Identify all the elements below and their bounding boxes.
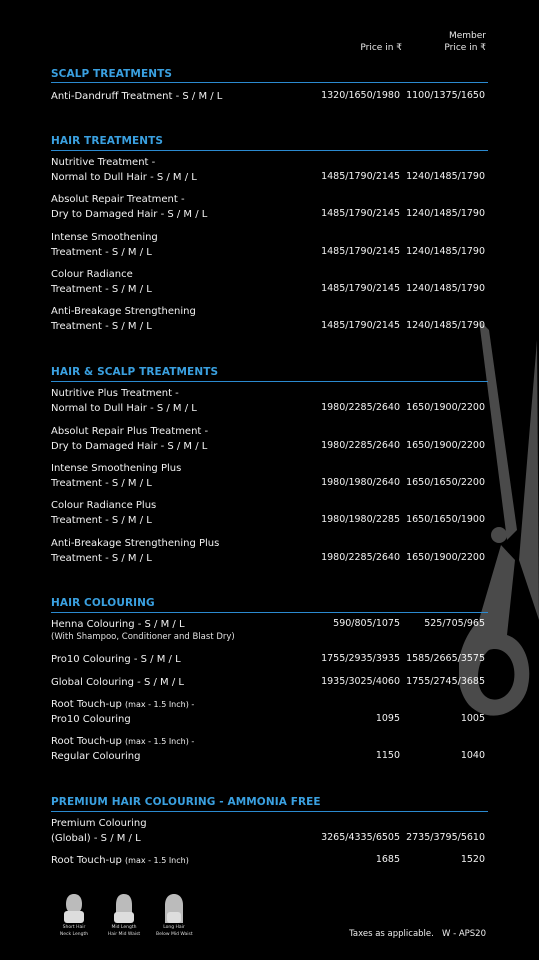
section-title-scalp-treatments: SCALP TREATMENTS xyxy=(51,68,173,80)
section-title-premium-hair-colouring: PREMIUM HAIR COLOURING - AMMONIA FREE xyxy=(51,796,321,808)
section-title-hair-colouring: HAIR COLOURING xyxy=(51,597,155,609)
price-row: Premium Colouring (Global) - S / M / L 3265/4335/6505 2735/3795/5610 xyxy=(51,818,485,844)
price-row: Root Touch-up (max - 1.5 Inch) - Pro10 Colouring 1095 1005 xyxy=(51,699,485,725)
member-price-column-header: Member Price in ₹ xyxy=(444,31,486,53)
legend-item-mid: Mid Length Hair Mid Waist xyxy=(106,893,142,937)
price-row: Colour Radiance Plus Treatment - S / M / L 1980/1980/2285 1650/1650/1900 xyxy=(51,500,485,526)
hair-length-legend xyxy=(56,893,192,937)
price-row: Nutritive Treatment - Normal to Dull Hair - S / M / L 1485/1790/2145 1240/1485/1790 xyxy=(51,157,485,183)
price-row: Absolut Repair Plus Treatment - Dry to Damaged Hair - S / M / L 1980/2285/2640 1650/1900/2200 xyxy=(51,426,485,452)
price-row: Henna Colouring - S / M / L (With Shampoo, Conditioner and Blast Dry) 590/805/1075 525/705/965 xyxy=(51,618,485,642)
price-row: Nutritive Plus Treatment - Normal to Dull Hair - S / M / L 1980/2285/2640 1650/1900/2200 xyxy=(51,388,485,414)
section-divider xyxy=(51,82,488,83)
section-title-hair-scalp-treatments: HAIR & SCALP TREATMENTS xyxy=(51,366,219,378)
price-row: Colour Radiance Treatment - S / M / L 1485/1790/2145 1240/1485/1790 xyxy=(51,269,485,295)
section-divider xyxy=(51,150,488,151)
section-title-hair-treatments: HAIR TREATMENTS xyxy=(51,135,164,147)
section-divider xyxy=(51,381,488,382)
price-row: Pro10 Colouring - S / M / L 1755/2935/3935 1585/2665/3575 xyxy=(51,653,485,665)
price-row: Intense Smoothening Plus Treatment - S / M / L 1980/1980/2640 1650/1650/2200 xyxy=(51,463,485,489)
price-row: Intense Smoothening Treatment - S / M / L 1485/1790/2145 1240/1485/1790 xyxy=(51,232,485,258)
legend-item-short: Short Hair Neck Length xyxy=(56,893,92,937)
section-divider xyxy=(51,612,488,613)
price-row: Absolut Repair Treatment - Dry to Damaged Hair - S / M / L 1485/1790/2145 1240/1485/1790 xyxy=(51,194,485,220)
mid-length-hair-icon xyxy=(113,893,135,923)
price-row: Root Touch-up (max - 1.5 Inch) 1685 1520 xyxy=(51,854,485,866)
footer-note: Taxes as applicable. W - APS20 xyxy=(349,929,486,939)
short-hair-icon xyxy=(63,893,85,923)
legend-item-long: Long Hair Below Mid Waist xyxy=(156,893,192,937)
price-row: Root Touch-up (max - 1.5 Inch) - Regular Colouring 1150 1040 xyxy=(51,736,485,762)
section-divider xyxy=(51,811,488,812)
long-hair-icon xyxy=(163,893,185,923)
price-row: Anti-Breakage Strengthening Treatment - S / M / L 1485/1790/2145 1240/1485/1790 xyxy=(51,306,485,332)
price-row: Anti-Dandruff Treatment - S / M / L 1320/1650/1980 1100/1375/1650 xyxy=(51,90,485,102)
price-row: Anti-Breakage Strengthening Plus Treatment - S / M / L 1980/2285/2640 1650/1900/2200 xyxy=(51,538,485,564)
price-column-header: Price in ₹ xyxy=(360,43,402,53)
price-row: Global Colouring - S / M / L 1935/3025/4060 1755/2745/3685 xyxy=(51,676,485,688)
